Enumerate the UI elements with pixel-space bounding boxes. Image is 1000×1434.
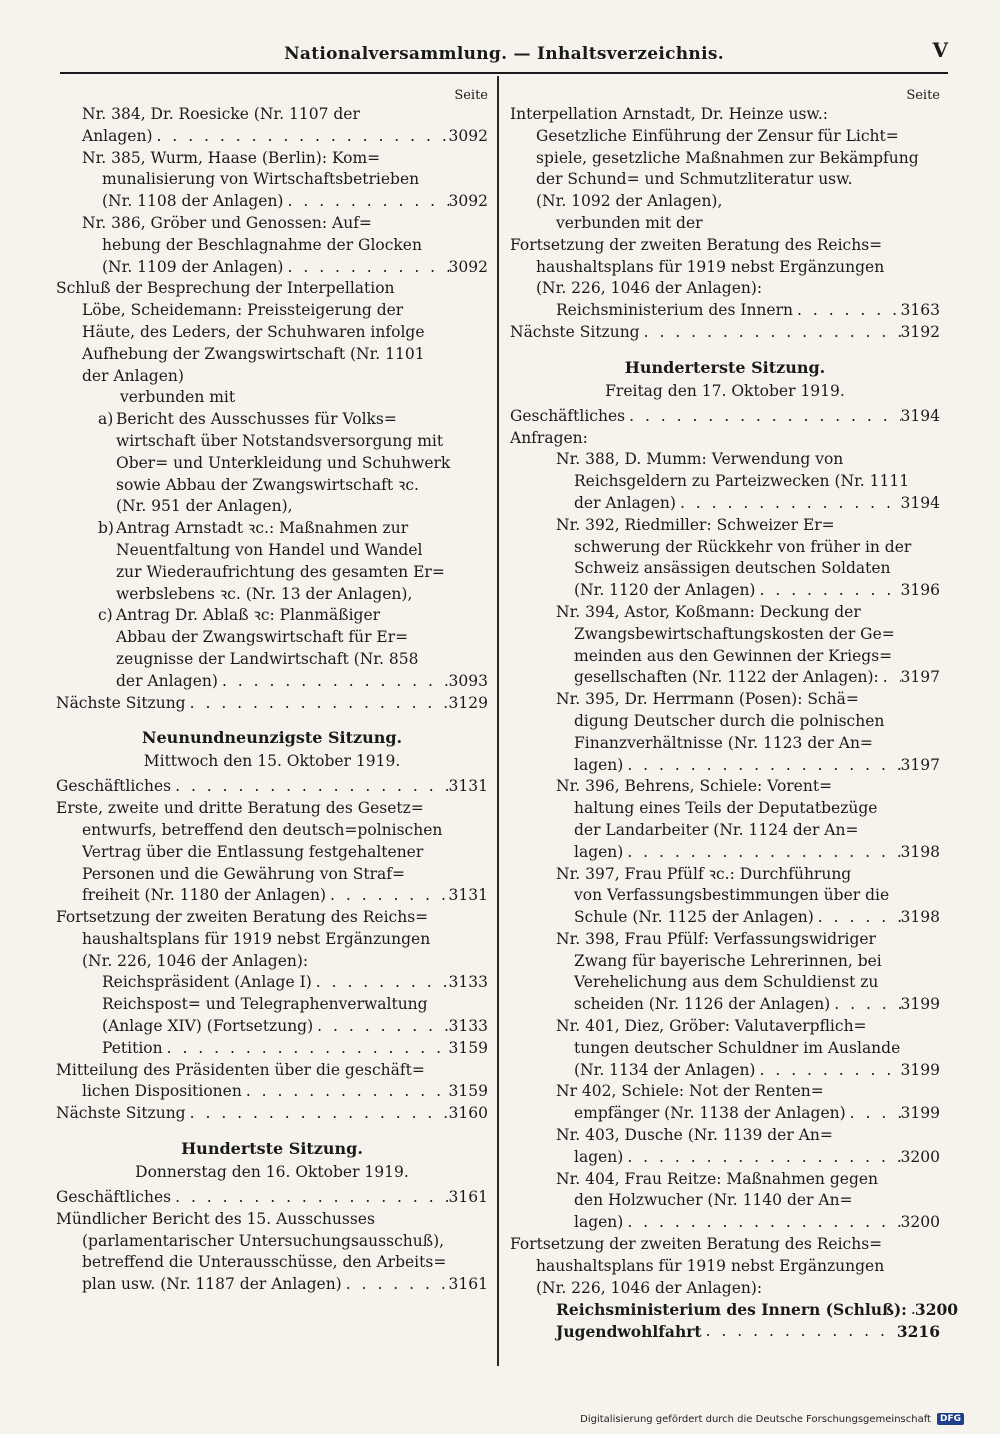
toc-entry — [510, 580, 940, 602]
entry-text: Interpellation Arnstadt, Dr. Heinze usw.: — [510, 105, 829, 123]
page-ref: 3200 — [900, 1213, 940, 1232]
toc-line — [510, 213, 940, 235]
toc-line — [510, 1256, 940, 1278]
entry-text: Nr. 395, Dr. Herrmann (Posen): Schä= — [556, 690, 859, 709]
toc-line — [56, 864, 488, 886]
seite-label: Seite — [906, 88, 940, 103]
entry-text: Reichsministerium des Innern — [556, 301, 793, 320]
toc-line — [510, 798, 940, 820]
entry-text: Geschäftliches — [56, 777, 172, 796]
entry-text: Reichspost= und Telegraphenverwaltung — [102, 995, 428, 1014]
session-heading: Hunderterste Sitzung. — [624, 357, 826, 377]
leader-dots — [830, 994, 900, 1016]
toc-line — [510, 929, 940, 951]
entry-text: Nr. 404, Frau Reitze: Maßnahmen gegen — [556, 1169, 879, 1188]
toc-block — [56, 278, 488, 409]
toc-line — [56, 300, 488, 322]
entry-text: Nächste Sitzung — [510, 322, 640, 341]
entry-text: Fortsetzung der zweiten Beratung des Reichs= — [510, 1235, 883, 1254]
entry-text: plan usw. (Nr. 1187 der Anlagen) — [82, 1275, 342, 1294]
toc-entry — [56, 257, 488, 279]
toc-line — [56, 322, 488, 344]
leader-dots — [242, 1081, 449, 1103]
entry-text: haltung eines Teils der Deputatbezüge — [574, 799, 878, 818]
toc-line — [510, 169, 940, 191]
entry-text: Abbau der Zwangswirtschaft für Er= — [116, 628, 409, 647]
toc-line — [510, 885, 940, 907]
entry-text: Aufhebung der Zwangswirtschaft (Nr. 1101 — [82, 344, 425, 363]
entry-text: Petition — [102, 1038, 163, 1057]
entry-text: schwerung der Rückkehr von früher in der — [574, 537, 912, 556]
entry-text: Nr. 384, Dr. Roesicke (Nr. 1107 der — [82, 105, 360, 123]
entry-text: Reichspräsident (Anlage I) — [102, 973, 312, 992]
entry-text: haushaltsplans für 1919 nebst Ergänzungen — [536, 257, 885, 276]
toc-entry — [510, 1060, 940, 1082]
toc-line — [510, 471, 940, 493]
toc-block — [56, 972, 488, 1059]
page-ref: 3200 — [914, 1300, 959, 1320]
toc-line — [510, 126, 940, 148]
entry-text: wirtschaft über Notstandsversorgung mit — [116, 431, 444, 450]
toc-line — [510, 1234, 940, 1256]
toc-block — [510, 1234, 940, 1299]
toc-line — [56, 169, 488, 191]
toc-line — [56, 453, 488, 475]
entry-text: haushaltsplans für 1919 nebst Ergänzungen — [536, 1256, 885, 1275]
toc-line — [510, 1190, 940, 1212]
toc-line — [510, 1081, 940, 1103]
toc-line — [56, 496, 488, 518]
leader-dots — [793, 300, 901, 322]
page-ref: 3161 — [448, 1188, 488, 1207]
entry-text: sowie Abbau der Zwangswirtschaft ꝛc. — [116, 475, 419, 494]
leader-dots — [623, 842, 900, 864]
page-ref: 3199 — [900, 995, 940, 1014]
leader-dots — [676, 493, 901, 515]
entry-text: Schluß der Besprechung der Interpellation — [56, 279, 395, 298]
header-rule — [60, 72, 948, 74]
entry-text: munalisierung von Wirtschaftsbetrieben — [102, 170, 420, 189]
toc-line — [56, 929, 488, 951]
toc-entry — [510, 755, 940, 777]
toc-line — [510, 951, 940, 973]
seite-label: Seite — [454, 88, 488, 103]
dfg-logo: DFG — [937, 1413, 964, 1425]
leader-dots — [218, 671, 449, 693]
leader-dots — [186, 693, 449, 715]
entry-text: Reichsministerium des Innern (Schluß): — [556, 1300, 907, 1320]
toc-block — [510, 1299, 959, 1343]
entry-text: Verehelichung aus dem Schuldienst zu — [574, 973, 879, 992]
toc-line — [56, 1231, 488, 1253]
entry-text: (Nr. 1109 der Anlagen) — [102, 257, 284, 276]
toc-line — [510, 972, 940, 994]
toc-line — [56, 366, 488, 388]
toc-entry — [510, 842, 940, 864]
entry-text: werbslebens ꝛc. (Nr. 13 der Anlagen), — [116, 584, 413, 603]
toc-line — [510, 449, 940, 471]
entry-text: Finanzverhältnisse (Nr. 1123 der An= — [574, 733, 873, 752]
entry-text: verbunden mit — [120, 388, 236, 407]
entry-text: hebung der Beschlagnahme der Glocken — [102, 235, 422, 254]
page-ref: 3194 — [900, 493, 940, 512]
entry-text: der Anlagen) — [82, 366, 184, 385]
page-ref: 3092 — [448, 126, 488, 145]
toc-entry — [56, 671, 488, 693]
session-date: Mittwoch den 15. Oktober 1919. — [143, 752, 401, 771]
toc-entry — [510, 1321, 940, 1343]
entry-text: Anfragen: — [510, 428, 588, 447]
entry-text: Jugendwohlfahrt — [556, 1322, 702, 1342]
toc-entry — [56, 1081, 488, 1103]
leader-dots — [623, 1147, 900, 1169]
toc-entry — [510, 1299, 959, 1321]
toc-line — [56, 605, 488, 627]
entry-text: meinden aus den Gewinnen der Kriegs= — [574, 646, 893, 665]
toc-line — [510, 1038, 940, 1060]
right-column — [510, 88, 959, 1343]
entry-text: lagen) — [574, 1213, 624, 1232]
entry-text: Nr. 398, Frau Pfülf: Verfassungswidriger — [556, 929, 876, 948]
leader-dots — [846, 1103, 901, 1125]
toc-line — [510, 428, 940, 450]
entry-text: Personen und die Gewährung von Straf= — [82, 864, 405, 883]
leader-dots — [153, 126, 449, 148]
leader-dots — [623, 755, 900, 777]
toc-entry — [510, 493, 940, 515]
toc-line — [56, 1209, 488, 1231]
leader-dots — [702, 1321, 897, 1343]
page-ref: 3163 — [900, 301, 940, 320]
entry-text: Fortsetzung der zweiten Beratung des Reichs= — [56, 908, 429, 927]
entry-text: Häute, des Leders, der Schuhwaren infolge — [82, 322, 425, 341]
toc-line — [510, 1125, 940, 1147]
session-date: Donnerstag den 16. Oktober 1919. — [135, 1163, 409, 1182]
toc-entry — [510, 907, 940, 929]
toc-entry — [510, 1147, 940, 1169]
toc-line — [510, 1016, 940, 1038]
page-ref: 3159 — [448, 1038, 488, 1057]
toc-line — [56, 104, 488, 126]
toc-block — [510, 104, 940, 344]
entry-text: spiele, gesetzliche Maßnahmen zur Bekämpfung — [536, 148, 919, 167]
toc-entry — [510, 300, 940, 322]
toc-entry — [56, 191, 488, 213]
entry-text: lichen Dispositionen — [82, 1082, 242, 1101]
entry-text: Nr. 397, Frau Pfülf ꝛc.: Durchführung — [556, 864, 852, 883]
entry-text: Nr. 385, Wurm, Haase (Berlin): Kom= — [82, 148, 381, 167]
page-ref: 3197 — [900, 668, 940, 687]
footer-credit — [580, 1413, 964, 1425]
toc-line — [510, 602, 940, 624]
toc-entry — [510, 1103, 940, 1125]
entry-text: lagen) — [574, 842, 624, 861]
leader-dots — [814, 907, 901, 929]
toc-block — [510, 406, 940, 450]
page-ref: 3194 — [900, 406, 940, 425]
entry-text: zeugnisse der Landwirtschaft (Nr. 858 — [116, 649, 419, 668]
toc-line — [510, 537, 940, 559]
entry-text: Löbe, Scheidemann: Preissteigerung der — [82, 301, 404, 320]
toc-entry — [56, 1016, 488, 1038]
toc-line — [56, 1252, 488, 1274]
leader-dots — [171, 776, 448, 798]
entry-text: der Landarbeiter (Nr. 1124 der An= — [574, 820, 859, 839]
toc-block — [56, 1187, 488, 1296]
entry-text: Nr. 386, Gröber und Genossen: Auf= — [82, 213, 372, 232]
entry-text: Erste, zweite und dritte Beratung des Gesetz= — [56, 799, 424, 818]
page-ref: 3198 — [900, 842, 940, 861]
leader-dots — [313, 1016, 448, 1038]
entry-text: Nr. 388, D. Mumm: Verwendung von — [556, 450, 844, 469]
toc-line — [56, 540, 488, 562]
leader-dots — [640, 322, 901, 344]
toc-line — [510, 776, 940, 798]
toc-block — [56, 776, 488, 972]
toc-entry — [510, 994, 940, 1016]
page-ref: 3133 — [448, 973, 488, 992]
entry-text: Anlagen) — [82, 126, 153, 145]
entry-text: gesellschaften (Nr. 1122 der Anlagen): — [574, 668, 879, 687]
page-ref: 3092 — [448, 192, 488, 211]
page-ref: 3133 — [448, 1017, 488, 1036]
entry-text: Zwangsbewirtschaftungskosten der Ge= — [574, 624, 895, 643]
entry-text: (Nr. 1108 der Anlagen) — [102, 192, 284, 211]
entry-text: (Nr. 951 der Anlagen), — [116, 497, 293, 516]
entry-text: empfänger (Nr. 1138 der Anlagen) — [574, 1104, 846, 1123]
toc-block — [56, 409, 488, 692]
entry-text: Reichsgeldern zu Parteizwecken (Nr. 1111 — [574, 472, 910, 491]
entry-text: Geschäftliches — [510, 406, 626, 425]
page-ref: 3197 — [900, 755, 940, 774]
leader-dots — [283, 257, 448, 279]
entry-text: Nr. 392, Riedmiller: Schweizer Er= — [556, 515, 835, 534]
toc-entry — [510, 322, 940, 344]
entry-text: Nr. 401, Diez, Gröber: Valutaverpflich= — [556, 1017, 867, 1036]
leader-dots — [755, 580, 900, 602]
toc-line — [56, 278, 488, 300]
toc-line — [510, 1169, 940, 1191]
entry-text: Nr 402, Schiele: Not der Renten= — [556, 1082, 824, 1101]
left-column — [56, 88, 488, 1296]
page-ref: 3196 — [900, 581, 940, 600]
entry-text: (parlamentarischer Untersuchungsausschuß), — [82, 1231, 445, 1250]
entry-text: der Anlagen) — [574, 493, 676, 512]
entry-text: scheiden (Nr. 1126 der Anlagen) — [574, 995, 831, 1014]
toc-line — [56, 409, 488, 431]
page-ref: 3093 — [448, 671, 488, 690]
entry-text: Nr. 394, Astor, Koßmann: Deckung der — [556, 602, 861, 621]
entry-text: Nächste Sitzung — [56, 693, 186, 712]
entry-text: Schule (Nr. 1125 der Anlagen) — [574, 908, 814, 927]
toc-line — [56, 235, 488, 257]
toc-entry — [56, 885, 488, 907]
item-letter: b) — [98, 519, 114, 538]
page-ref: 3192 — [900, 322, 940, 341]
leader-dots — [312, 972, 449, 994]
entry-text: der Schund= und Schmutzliteratur usw. — [536, 170, 853, 189]
entry-text: Fortsetzung der zweiten Beratung des Reichs= — [510, 235, 883, 254]
toc-entry — [510, 406, 940, 428]
leader-dots — [283, 191, 448, 213]
toc-line — [510, 1278, 940, 1300]
toc-line — [56, 431, 488, 453]
page-ref: 3198 — [900, 908, 940, 927]
page-ref: 3129 — [448, 693, 488, 712]
leader-dots — [623, 1212, 900, 1234]
column-divider — [497, 76, 499, 1366]
toc-line — [510, 278, 940, 300]
entry-text: (Nr. 1092 der Anlagen), — [536, 192, 723, 211]
toc-line — [510, 864, 940, 886]
entry-text: zur Wiederaufrichtung des gesamten Er= — [116, 562, 445, 581]
leader-dots — [186, 1103, 449, 1125]
page-ref: 3199 — [900, 1104, 940, 1123]
entry-text: haushaltsplans für 1919 nebst Ergänzungen — [82, 929, 431, 948]
entry-text: freiheit (Nr. 1180 der Anlagen) — [82, 886, 327, 905]
toc-line — [510, 733, 940, 755]
page-ref: 3161 — [448, 1275, 488, 1294]
entry-text: betreffend die Unterausschüsse, den Arbeits= — [82, 1253, 447, 1272]
entry-text: lagen) — [574, 1147, 624, 1166]
leader-dots — [907, 1299, 915, 1321]
toc-block — [56, 1060, 488, 1125]
toc-line — [510, 558, 940, 580]
entry-text: den Holzwucher (Nr. 1140 der An= — [574, 1191, 853, 1210]
leader-dots — [342, 1274, 449, 1296]
entry-text: der Anlagen) — [116, 671, 218, 690]
entry-text: tungen deutscher Schuldner im Auslande — [574, 1038, 901, 1057]
leader-dots — [326, 885, 449, 907]
leader-dots — [755, 1060, 900, 1082]
toc-entry — [56, 126, 488, 148]
item-letter: c) — [98, 606, 113, 625]
toc-block — [510, 449, 940, 1234]
toc-line — [510, 624, 940, 646]
entry-text: (Nr. 1134 der Anlagen) — [574, 1060, 756, 1079]
entry-text: von Verfassungsbestimmungen über die — [574, 886, 890, 905]
entry-text: digung Deutscher durch die polnischen — [574, 711, 885, 730]
entry-text: verbunden mit der — [556, 213, 703, 232]
toc-line — [56, 994, 488, 1016]
entry-text: Nächste Sitzung — [56, 1104, 186, 1123]
entry-text: (Nr. 226, 1046 der Anlagen): — [536, 279, 763, 298]
toc-entry — [56, 1187, 488, 1209]
toc-entry — [56, 972, 488, 994]
leader-dots — [163, 1038, 449, 1060]
entry-text: Bericht des Ausschusses für Volks= — [116, 410, 397, 429]
toc-line — [510, 191, 940, 213]
entry-text: Antrag Arnstadt ꝛc.: Maßnahmen zur — [116, 519, 409, 538]
page-ref: 3131 — [448, 777, 488, 796]
toc-line — [56, 148, 488, 170]
header-title: Nationalversammlung. — Inhaltsverzeichnis. — [284, 44, 724, 64]
toc-entry — [56, 776, 488, 798]
entry-text: Ober= und Unterkleidung und Schuhwerk — [116, 453, 451, 472]
entry-text: Mündlicher Bericht des 15. Ausschusses — [56, 1209, 375, 1228]
entry-text: Schweiz ansässigen deutschen Soldaten — [574, 559, 891, 578]
entry-text: lagen) — [574, 755, 624, 774]
entry-text: Zwang für bayerische Lehrerinnen, bei — [574, 951, 882, 970]
entry-text: Geschäftliches — [56, 1188, 172, 1207]
entry-text: Antrag Dr. Ablaß ꝛc: Planmäßiger — [116, 606, 381, 625]
toc-entry — [56, 1103, 488, 1125]
toc-line — [56, 344, 488, 366]
page-ref: 3200 — [900, 1147, 940, 1166]
entry-text: Vertrag über die Entlassung festgehaltener — [82, 842, 424, 861]
toc-entry — [56, 1038, 488, 1060]
footer-text: Digitalisierung gefördert durch die Deutsche Forschungsgemeinschaft — [580, 1413, 931, 1425]
toc-line — [56, 627, 488, 649]
toc-entry — [510, 1212, 940, 1234]
toc-entry — [56, 1274, 488, 1296]
toc-line — [56, 951, 488, 973]
toc-line — [510, 689, 940, 711]
entry-text: (Anlage XIV) (Fortsetzung) — [102, 1017, 314, 1036]
session-date: Freitag den 17. Oktober 1919. — [605, 381, 845, 400]
toc-line — [56, 584, 488, 606]
entry-text: entwurfs, betreffend den deutsch=polnischen — [82, 820, 443, 839]
toc-line — [56, 562, 488, 584]
running-header — [60, 38, 948, 70]
entry-text: (Nr. 226, 1046 der Anlagen): — [536, 1278, 763, 1297]
leader-dots — [625, 406, 900, 428]
page-ref: 3160 — [448, 1104, 488, 1123]
toc-block — [56, 104, 488, 278]
page-ref: 3131 — [448, 886, 488, 905]
toc-line — [510, 148, 940, 170]
toc-line — [510, 104, 940, 126]
page-ref: 3159 — [448, 1082, 488, 1101]
toc-line — [510, 820, 940, 842]
item-letter: a) — [98, 410, 114, 429]
toc-line — [56, 475, 488, 497]
session-heading: Hundertste Sitzung. — [181, 1139, 363, 1159]
session-heading: Neunundneunzigste Sitzung. — [141, 728, 403, 748]
toc-line — [56, 649, 488, 671]
toc-line — [56, 213, 488, 235]
toc-line — [510, 711, 940, 733]
page-ref: 3216 — [896, 1322, 940, 1342]
toc-line — [510, 257, 940, 279]
entry-text: (Nr. 226, 1046 der Anlagen): — [82, 951, 309, 970]
toc-entry — [56, 693, 488, 715]
page-ref: 3199 — [900, 1060, 940, 1079]
entry-text: Neuentfaltung von Handel und Wandel — [116, 540, 423, 559]
toc-line — [56, 1060, 488, 1082]
page-number: V — [932, 38, 948, 62]
toc-line — [56, 387, 488, 409]
toc-line — [510, 646, 940, 668]
entry-text: Nr. 396, Behrens, Schiele: Vorent= — [556, 777, 833, 796]
toc-line — [510, 515, 940, 537]
toc-line — [56, 820, 488, 842]
toc-entry — [510, 667, 940, 689]
toc-line — [56, 518, 488, 540]
leader-dots — [879, 667, 901, 689]
toc-line — [56, 798, 488, 820]
entry-text: (Nr. 1120 der Anlagen) — [574, 581, 756, 600]
toc-line — [56, 842, 488, 864]
page-ref: 3092 — [448, 257, 488, 276]
leader-dots — [171, 1187, 448, 1209]
toc-line — [56, 907, 488, 929]
entry-text: Gesetzliche Einführung der Zensur für Licht= — [536, 126, 899, 145]
entry-text: Nr. 403, Dusche (Nr. 1139 der An= — [556, 1126, 833, 1145]
toc-line — [510, 235, 940, 257]
entry-text: Mitteilung des Präsidenten über die geschäft= — [56, 1060, 425, 1079]
